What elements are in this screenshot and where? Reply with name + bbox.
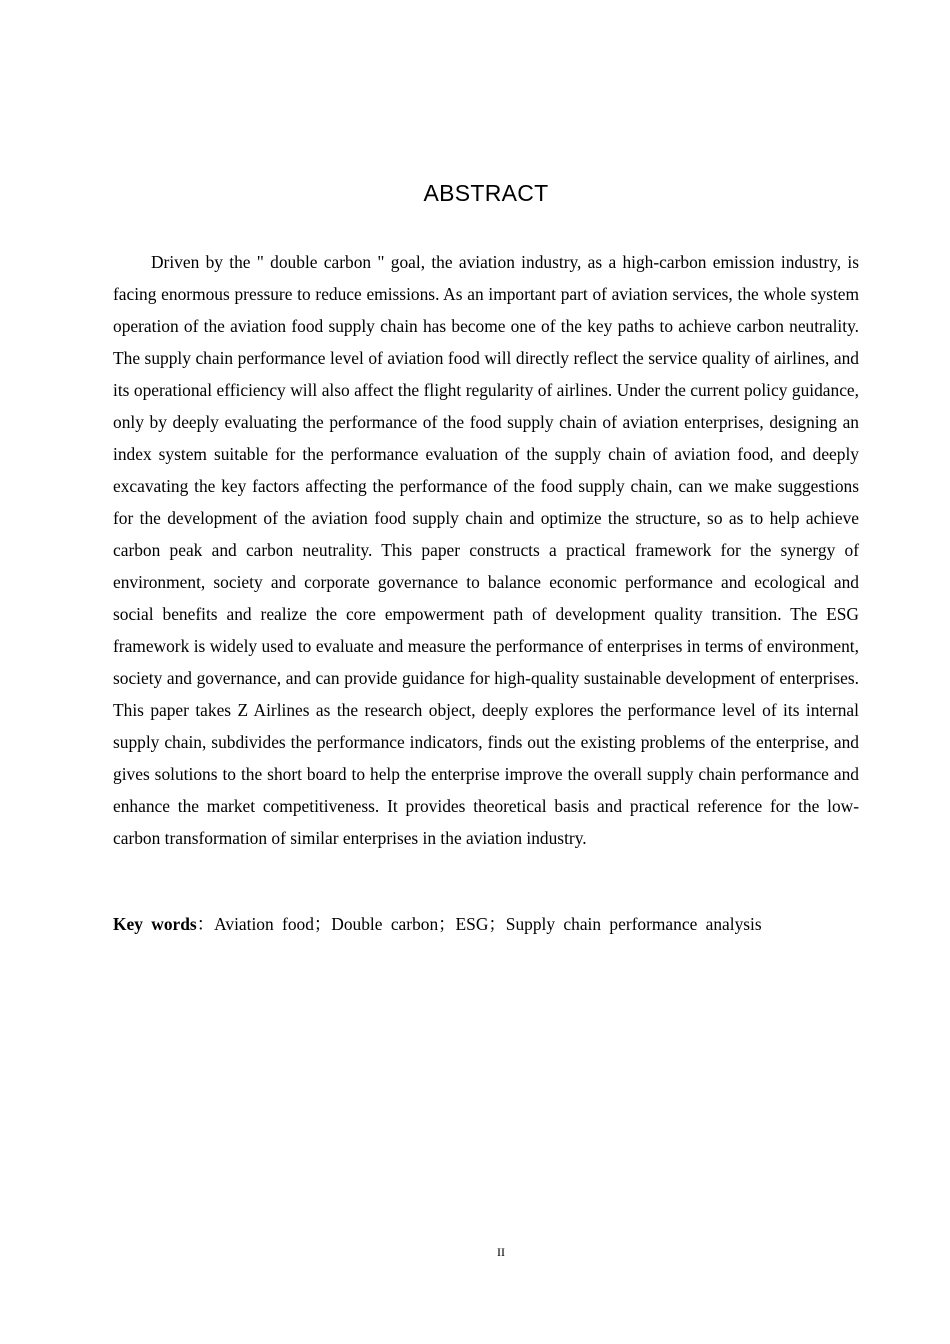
abstract-title: ABSTRACT — [423, 180, 549, 206]
keywords-separator: ： — [196, 914, 215, 934]
page-number: II — [497, 1245, 505, 1259]
keywords-label: Key words — [113, 914, 197, 934]
abstract-body: Driven by the " double carbon " goal, the aviation industry, as a high-carbon emission industry, is facing enormous pressure to reduce emissions. As an important part of aviation services, the whole system operation of the aviation food supply chain has become one of the key paths to achieve carbon neutrality. The supply chain performance level of aviation food will directly reflect the service quality of airlines, and its operational efficiency will also affect the flight regularity of airlines. Under the current policy guidance, only by deeply evaluating the performance of the food supply chain of aviation enterprises, designing an index system suitable for the performance evaluation of the supply chain of aviation food, and deeply excavating the key factors affecting the performance of the food supply chain, can we make suggestions for the development of the aviation food supply chain and optimize the structure, so as to help achieve carbon peak and carbon neutrality. This paper constructs a practical framework for the synergy of environment, society and corporate governance to balance economic performance and ecological and social benefits and realize the core empowerment path of development quality transition. The ESG framework is widely used to evaluate and measure the performance of enterprises in terms of environment, society and governance, and can provide guidance for high-quality sustainable development of enterprises. This paper takes Z Airlines as the research object, deeply explores the performance level of its internal supply chain, subdivides the performance indicators, finds out the existing problems of the enterprise, and gives solutions to the short board to help the enterprise improve the overall supply chain performance and enhance the market competitiveness. It provides theoretical basis and practical reference for the low-carbon transformation of similar enterprises in the aviation industry. — [113, 252, 859, 848]
keywords-value: Aviation food；Double carbon；ESG；Supply chain performance analysis — [214, 914, 762, 934]
keywords-line — [113, 910, 873, 938]
